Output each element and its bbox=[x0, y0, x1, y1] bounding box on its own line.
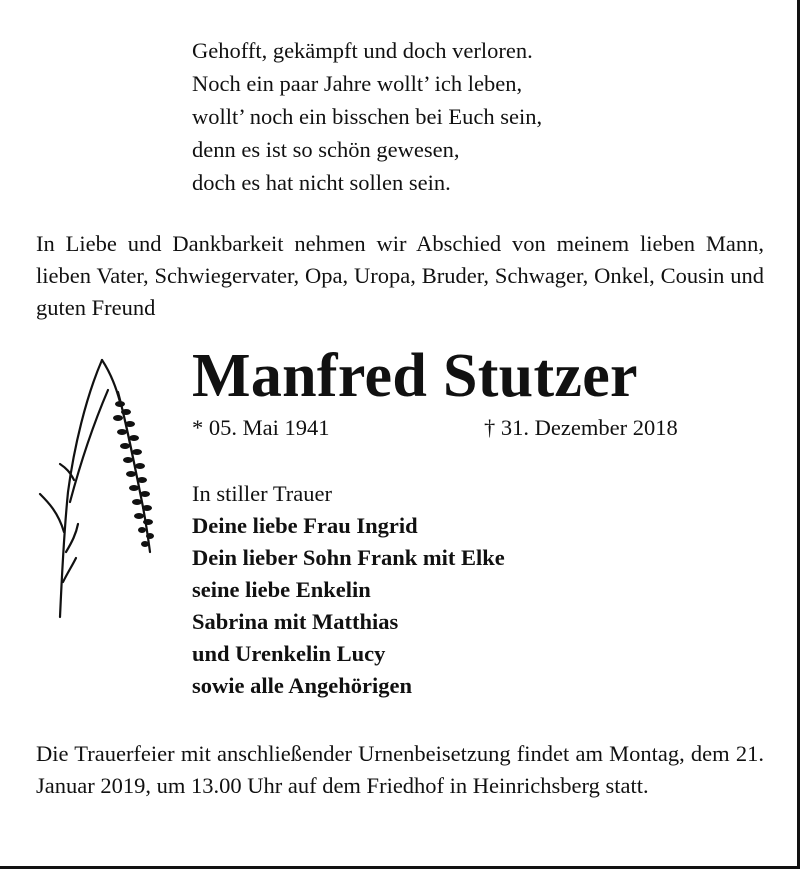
poem-line: doch es hat nicht sollen sein. bbox=[192, 170, 451, 195]
poem-line: Noch ein paar Jahre wollt’ ich leben, bbox=[192, 71, 523, 96]
mourner-line: Sabrina mit Matthias bbox=[192, 609, 399, 634]
poem-line: Gehofft, gekämpft und doch verloren. bbox=[192, 38, 533, 63]
poem-line: wollt’ noch ein bisschen bei Euch sein, bbox=[192, 104, 543, 129]
mourner-line: und Urenkelin Lucy bbox=[192, 641, 386, 666]
funeral-info: Die Trauerfeier mit anschließender Urnenbeisetzung findet am Montag, dem 21. Januar 2019, um 13.00 Uhr auf dem Friedhof in Heinrichsberg statt. bbox=[36, 741, 764, 798]
mourner-line: sowie alle Angehörigen bbox=[192, 673, 412, 698]
intro-text: In Liebe und Dankbarkeit nehmen wir Abschied von meinem lieben Mann, lieben Vater, Schwiegervater, Opa, Uropa, Bruder, Schwager, Onkel, Cousin und guten Freund bbox=[36, 231, 764, 320]
poem-line: denn es ist so schön gewesen, bbox=[192, 137, 460, 162]
mourners-heading: In stiller Trauer bbox=[192, 481, 332, 506]
mourner-line: seine liebe Enkelin bbox=[192, 577, 371, 602]
deceased-name: Manfred Stutzer bbox=[192, 342, 638, 410]
mourners-list bbox=[192, 478, 505, 702]
mourner-line: Dein lieber Sohn Frank mit Elke bbox=[192, 545, 505, 570]
wheat-stalk-icon bbox=[30, 352, 170, 624]
birth-date: * 05. Mai 1941 bbox=[192, 415, 330, 440]
mourner-line: Deine liebe Frau Ingrid bbox=[192, 513, 418, 538]
poem bbox=[192, 34, 542, 199]
death-date: † 31. Dezember 2018 bbox=[484, 415, 678, 440]
